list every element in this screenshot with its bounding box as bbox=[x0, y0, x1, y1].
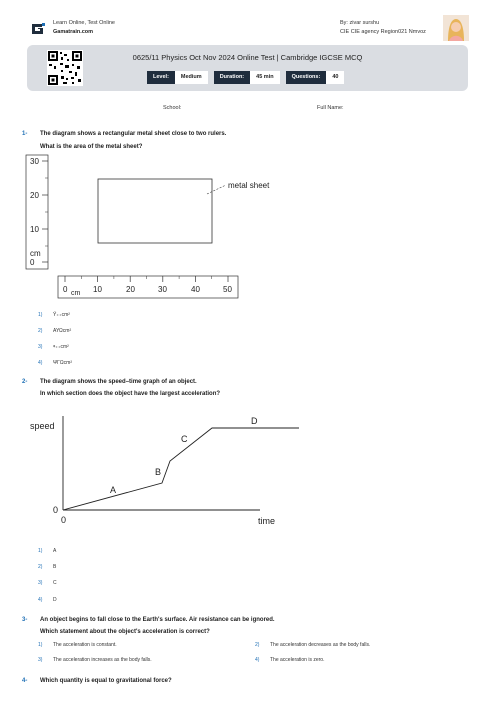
question-2-speed-time-graph bbox=[24, 410, 314, 532]
page-header bbox=[30, 18, 470, 46]
duration-label: Duration: bbox=[214, 71, 250, 84]
q1-option-3-number[interactable]: 3) bbox=[38, 344, 43, 350]
section-a-label: A bbox=[110, 485, 117, 495]
q2-option-3-text[interactable]: C bbox=[53, 580, 57, 586]
q2-option-2-number[interactable]: 2) bbox=[38, 564, 43, 570]
section-c-label: C bbox=[181, 434, 188, 444]
q3-option-4-number[interactable]: 4) bbox=[255, 657, 260, 663]
question-3-line1: An object begins to fall close to the Earth's surface. Air resistance can be ignored. bbox=[40, 617, 275, 623]
q2-option-4-text[interactable]: D bbox=[53, 597, 57, 603]
fullname-field-label: Full Name: bbox=[317, 105, 344, 111]
question-4-number: 4- bbox=[22, 678, 28, 684]
q2-option-3-number[interactable]: 3) bbox=[38, 580, 43, 586]
q2-option-1-text[interactable]: A bbox=[53, 548, 57, 554]
y-axis-label: speed bbox=[30, 421, 55, 431]
q3-option-1-text[interactable]: The acceleration is constant. bbox=[53, 642, 117, 648]
section-b-label: B bbox=[155, 467, 162, 477]
h-tick-0: 0 bbox=[63, 285, 68, 294]
question-3-line2: Which statement about the object's acceleration is correct? bbox=[40, 629, 210, 635]
test-meta-chips bbox=[147, 71, 344, 84]
brand-site[interactable]: Gamatrain.com bbox=[53, 29, 94, 35]
duration-chip bbox=[214, 71, 280, 84]
brand-tagline: Learn Online, Test Online bbox=[53, 20, 115, 26]
level-label: Level: bbox=[147, 71, 175, 84]
q3-option-3-text[interactable]: The acceleration increases as the body falls. bbox=[53, 657, 152, 663]
h-tick-50: 50 bbox=[223, 285, 232, 294]
h-tick-30: 30 bbox=[158, 285, 167, 294]
q3-option-4-text[interactable]: The acceleration is zero. bbox=[270, 657, 325, 663]
question-1-line1: The diagram shows a rectangular metal sheet close to two rulers. bbox=[40, 131, 227, 137]
q2-option-1-number[interactable]: 1) bbox=[38, 548, 43, 554]
question-3-number: 3- bbox=[22, 617, 28, 623]
test-info-banner bbox=[27, 45, 468, 91]
question-1-number: 1- bbox=[22, 131, 28, 137]
v-tick-20: 20 bbox=[30, 191, 39, 200]
q1-option-2-text[interactable]: ΑΥΩcm² bbox=[53, 328, 72, 334]
q1-option-2-number[interactable]: 2) bbox=[38, 328, 43, 334]
q1-option-4-text[interactable]: ΨΓΩcm² bbox=[53, 360, 72, 366]
duration-value: 45 min bbox=[250, 71, 279, 84]
metal-sheet-label: metal sheet bbox=[228, 181, 270, 190]
origin-x-label: 0 bbox=[61, 515, 67, 525]
v-tick-10: 10 bbox=[30, 225, 39, 234]
x-axis-label: time bbox=[258, 516, 276, 526]
question-1-diagram bbox=[24, 154, 270, 302]
question-2-number: 2- bbox=[22, 379, 28, 385]
v-unit: cm bbox=[30, 249, 41, 258]
q1-option-1-number[interactable]: 1) bbox=[38, 312, 43, 318]
school-field-label: School: bbox=[163, 105, 182, 111]
q2-option-2-text[interactable]: B bbox=[53, 564, 57, 570]
q1-option-1-text[interactable]: Ÿ₊₊cm² bbox=[53, 312, 70, 318]
questions-label: Questions: bbox=[286, 71, 327, 84]
gamatrain-logo bbox=[30, 22, 46, 36]
q3-option-3-number[interactable]: 3) bbox=[38, 657, 43, 663]
author-name: By: zivar surshu bbox=[340, 20, 380, 26]
h-tick-40: 40 bbox=[191, 285, 200, 294]
v-tick-0: 0 bbox=[30, 258, 35, 267]
horizontal-ruler bbox=[58, 276, 238, 298]
q2-option-4-number[interactable]: 4) bbox=[38, 597, 43, 603]
origin-y-label: 0 bbox=[53, 505, 59, 515]
metal-sheet bbox=[98, 179, 212, 243]
h-tick-10: 10 bbox=[93, 285, 102, 294]
question-4-line1: Which quantity is equal to gravitational force? bbox=[40, 678, 172, 684]
q1-option-4-number[interactable]: 4) bbox=[38, 360, 43, 366]
level-value: Medium bbox=[175, 71, 208, 84]
q3-option-1-number[interactable]: 1) bbox=[38, 642, 43, 648]
v-tick-30: 30 bbox=[30, 157, 39, 166]
questions-chip bbox=[286, 71, 345, 84]
test-title: 0625/11 Physics Oct Nov 2024 Online Test | Cambridge IGCSE MCQ bbox=[132, 53, 363, 62]
h-tick-20: 20 bbox=[126, 285, 135, 294]
author-affiliation: CIE CIE agency Region021 Nmvoz bbox=[340, 29, 426, 35]
q3-option-2-text[interactable]: The acceleration decreases as the body falls. bbox=[270, 642, 371, 648]
question-1-line2: What is the area of the metal sheet? bbox=[40, 144, 143, 150]
questions-value: 40 bbox=[326, 71, 344, 84]
avatar bbox=[443, 15, 469, 41]
question-2-line2: In which section does the object have the largest acceleration? bbox=[40, 391, 221, 397]
question-2-line1: The diagram shows the speed–time graph of an object. bbox=[40, 379, 197, 385]
section-d-label: D bbox=[251, 416, 258, 426]
q1-option-3-text[interactable]: ᵠ₊₊cm² bbox=[53, 344, 69, 350]
h-unit: cm bbox=[71, 290, 81, 297]
q3-option-2-number[interactable]: 2) bbox=[255, 642, 260, 648]
level-chip bbox=[147, 71, 208, 84]
